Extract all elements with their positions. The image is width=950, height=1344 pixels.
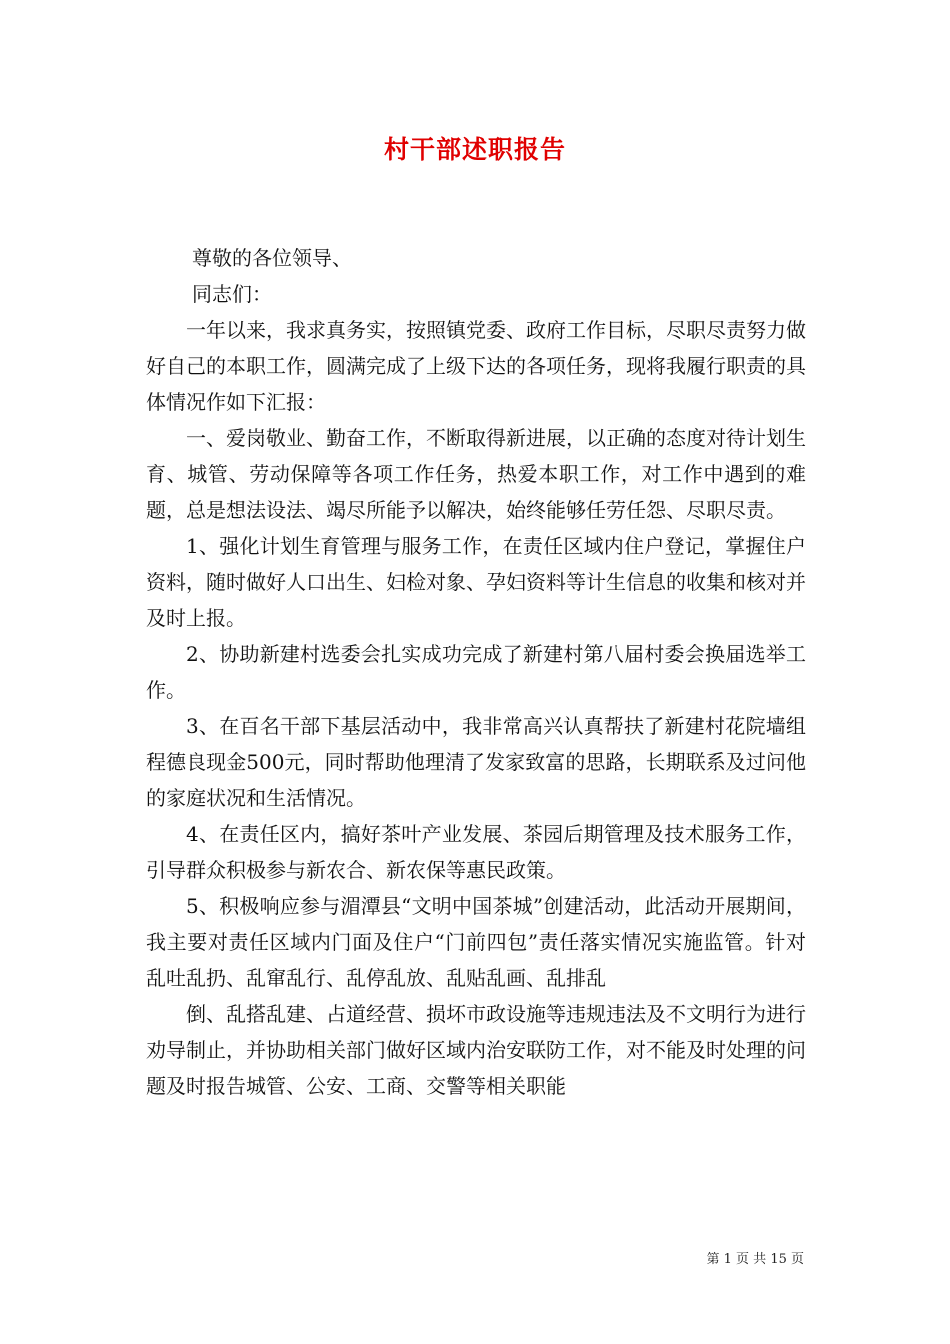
paragraph-item-2: 2、协助新建村选委会扎实成功完成了新建村第八届村委会换届选举工作。 <box>146 642 806 702</box>
paragraph-continuation: 倒、乱搭乱建、占道经营、损坏市政设施等违规违法及不文明行为进行劝导制止，并协助相关部门做好区域内治安联防工作，对不能及时处理的问题及时报告城管、公安、工商、交警等相关职能 <box>146 1002 806 1098</box>
document-body <box>146 240 806 1104</box>
salutation-leaders: 尊敬的各位领导、 <box>192 246 352 270</box>
paragraph-item-3: 3、在百名干部下基层活动中，我非常高兴认真帮扶了新建村花院墙组程德良现金500元，同时帮助他理清了发家致富的思路，长期联系及过问他的家庭状况和生活情况。 <box>146 714 806 810</box>
paragraph-item-4: 4、在责任区内，搞好茶叶产业发展、茶园后期管理及技术服务工作，引导群众积极参与新农合、新农保等惠民政策。 <box>146 822 806 882</box>
paragraph-intro: 一年以来，我求真务实，按照镇党委、政府工作目标，尽职尽责努力做好自己的本职工作，圆满完成了上级下达的各项任务，现将我履行职责的具体情况作如下汇报： <box>146 318 806 414</box>
salutation-comrades: 同志们： <box>192 282 272 306</box>
paragraph-item-1: 1、强化计划生育管理与服务工作，在责任区域内住户登记，掌握住户资料，随时做好人口出生、妇检对象、孕妇资料等计生信息的收集和核对并及时上报。 <box>146 534 806 630</box>
page-number-footer: 第 1 页 共 15 页 <box>706 1252 804 1267</box>
document-title: 村干部述职报告 <box>383 135 566 164</box>
paragraph-section-1: 一、爱岗敬业、勤奋工作，不断取得新进展，以正确的态度对待计划生育、城管、劳动保障等各项工作任务，热爱本职工作，对工作中遇到的难题，总是想法设法、竭尽所能予以解决，始终能够任劳任怨、尽职尽责。 <box>146 426 806 522</box>
paragraph-item-5: 5、积极响应参与湄潭县“文明中国茶城”创建活动，此活动开展期间，我主要对责任区域内门面及住户“门前四包”责任落实情况实施监管。针对乱吐乱扔、乱窜乱行、乱停乱放、乱贴乱画、乱排乱 <box>146 894 806 990</box>
